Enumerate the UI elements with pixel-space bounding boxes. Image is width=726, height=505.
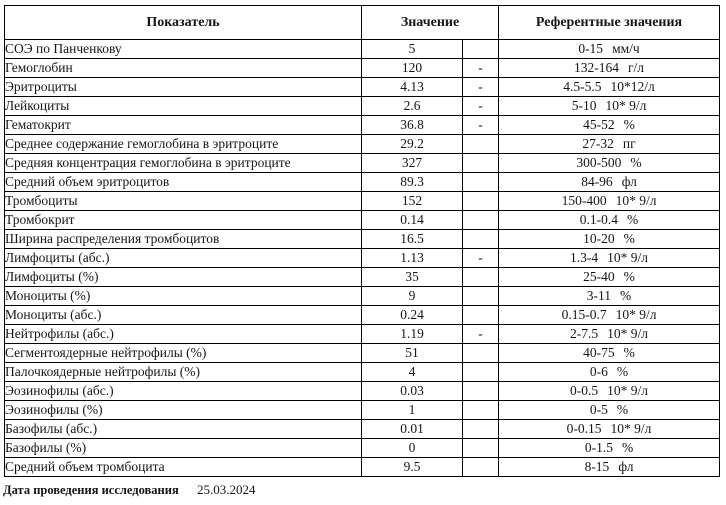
study-date-line (3, 482, 255, 498)
reference-cell (499, 268, 720, 287)
reference-cell (499, 306, 720, 325)
low-flag (463, 268, 499, 287)
low-flag (463, 363, 499, 382)
low-flag: - (463, 116, 499, 135)
reference-unit: % (623, 269, 635, 284)
indicator-value: 152 (362, 192, 463, 211)
table-row (5, 363, 720, 382)
indicator-value: 0.01 (362, 420, 463, 439)
reference-unit: пг (622, 136, 636, 151)
low-flag (463, 135, 499, 154)
indicator-value: 0.03 (362, 382, 463, 401)
reference-unit: % (627, 212, 639, 227)
reference-cell (499, 249, 720, 268)
reference-unit: 10* 9/л (607, 383, 649, 398)
reference-range: 300-500 (576, 155, 622, 170)
reference-range: 0.15-0.7 (561, 307, 607, 322)
table-row (5, 230, 720, 249)
reference-cell (499, 363, 720, 382)
low-flag (463, 306, 499, 325)
reference-cell (499, 116, 720, 135)
reference-range: 0-15 (578, 41, 604, 56)
indicator-value: 2.6 (362, 97, 463, 116)
reference-cell (499, 135, 720, 154)
reference-range: 40-75 (583, 345, 615, 360)
reference-cell (499, 59, 720, 78)
table-row (5, 40, 720, 59)
reference-range: 132-164 (574, 60, 619, 75)
low-flag (463, 382, 499, 401)
table-header-row (5, 6, 720, 40)
low-flag (463, 439, 499, 458)
reference-cell (499, 420, 720, 439)
study-date-label: Дата проведения исследования (3, 483, 179, 497)
indicator-value: 327 (362, 154, 463, 173)
reference-unit: мм/ч (612, 41, 640, 56)
indicator-value: 89.3 (362, 173, 463, 192)
table-row (5, 249, 720, 268)
indicator-value: 120 (362, 59, 463, 78)
reference-range: 5-10 (571, 98, 597, 113)
reference-cell (499, 325, 720, 344)
reference-unit: г/л (628, 60, 645, 75)
indicator-name: Лимфоциты (абс.) (5, 249, 362, 268)
indicator-name: Сегментоядерные нейтрофилы (%) (5, 344, 362, 363)
reference-unit: 10* 9/л (615, 193, 657, 208)
low-flag (463, 287, 499, 306)
reference-range: 3-11 (586, 288, 612, 303)
reference-unit: 10* 9/л (607, 326, 649, 341)
indicator-value: 16.5 (362, 230, 463, 249)
indicator-value: 9.5 (362, 458, 463, 477)
indicator-value: 51 (362, 344, 463, 363)
indicator-value: 0.24 (362, 306, 463, 325)
low-flag: - (463, 78, 499, 97)
table-row (5, 154, 720, 173)
table-row (5, 439, 720, 458)
low-flag (463, 192, 499, 211)
header-indicator: Показатель (5, 6, 362, 40)
reference-range: 150-400 (561, 193, 607, 208)
table-row (5, 325, 720, 344)
table-row (5, 420, 720, 439)
header-reference: Референтные значения (499, 6, 720, 40)
indicator-name: Тромбокрит (5, 211, 362, 230)
reference-range: 84-96 (581, 174, 613, 189)
indicator-value: 0.14 (362, 211, 463, 230)
indicator-name: Среднее содержание гемоглобина в эритроците (5, 135, 362, 154)
reference-unit: фл (618, 459, 634, 474)
low-flag: - (463, 97, 499, 116)
reference-unit: 10*12/л (610, 79, 655, 94)
low-flag: - (463, 59, 499, 78)
reference-range: 4.5-5.5 (563, 79, 602, 94)
table-row (5, 287, 720, 306)
reference-unit: % (623, 345, 635, 360)
low-flag (463, 401, 499, 420)
table-row (5, 135, 720, 154)
reference-unit: % (620, 288, 632, 303)
reference-cell (499, 344, 720, 363)
reference-unit: % (630, 155, 642, 170)
indicator-value: 29.2 (362, 135, 463, 154)
reference-unit: % (616, 402, 629, 417)
reference-cell (499, 192, 720, 211)
reference-range: 0-0.15 (566, 421, 602, 436)
low-flag (463, 458, 499, 477)
indicator-value: 36.8 (362, 116, 463, 135)
low-flag (463, 211, 499, 230)
indicator-value: 0 (362, 439, 463, 458)
reference-cell (499, 173, 720, 192)
indicator-name: Эритроциты (5, 78, 362, 97)
reference-cell (499, 154, 720, 173)
indicator-name: Базофилы (%) (5, 439, 362, 458)
indicator-name: Средний объем тромбоцита (5, 458, 362, 477)
table-row (5, 268, 720, 287)
reference-unit: % (616, 364, 629, 379)
indicator-name: Ширина распределения тромбоцитов (5, 230, 362, 249)
indicator-name: Базофилы (абс.) (5, 420, 362, 439)
table-row (5, 458, 720, 477)
indicator-name: Палочкоядерные нейтрофилы (%) (5, 363, 362, 382)
indicator-name: Тромбоциты (5, 192, 362, 211)
reference-range: 0-1.5 (584, 440, 613, 455)
indicator-value: 1.19 (362, 325, 463, 344)
indicator-name: Моноциты (абс.) (5, 306, 362, 325)
indicator-name: СОЭ по Панченкову (5, 40, 362, 59)
table-row (5, 97, 720, 116)
reference-unit: 10* 9/л (605, 98, 647, 113)
reference-cell (499, 439, 720, 458)
indicator-name: Гематокрит (5, 116, 362, 135)
reference-range: 25-40 (583, 269, 615, 284)
low-flag (463, 40, 499, 59)
reference-range: 1.3-4 (570, 250, 599, 265)
low-flag (463, 344, 499, 363)
indicator-value: 35 (362, 268, 463, 287)
reference-unit: % (621, 440, 634, 455)
reference-range: 0.1-0.4 (579, 212, 619, 227)
reference-cell (499, 40, 720, 59)
reference-range: 27-32 (582, 136, 614, 151)
reference-range: 0-0.5 (570, 383, 599, 398)
reference-cell (499, 287, 720, 306)
reference-range: 0-5 (589, 402, 608, 417)
table-row (5, 382, 720, 401)
low-flag (463, 154, 499, 173)
table-row (5, 173, 720, 192)
reference-cell (499, 230, 720, 249)
indicator-value: 9 (362, 287, 463, 306)
indicator-name: Средний объем эритроцитов (5, 173, 362, 192)
reference-unit: % (623, 117, 635, 132)
low-flag (463, 230, 499, 249)
table-row (5, 306, 720, 325)
reference-range: 45-52 (583, 117, 615, 132)
table-body (5, 40, 720, 477)
indicator-name: Лимфоциты (%) (5, 268, 362, 287)
indicator-name: Эозинофилы (%) (5, 401, 362, 420)
reference-unit: % (623, 231, 635, 246)
low-flag: - (463, 325, 499, 344)
table-row (5, 211, 720, 230)
low-flag (463, 173, 499, 192)
reference-cell (499, 211, 720, 230)
reference-cell (499, 97, 720, 116)
table-row (5, 192, 720, 211)
reference-unit: фл (621, 174, 637, 189)
reference-cell (499, 458, 720, 477)
indicator-name: Нейтрофилы (абс.) (5, 325, 362, 344)
indicator-value: 1.13 (362, 249, 463, 268)
reference-cell (499, 78, 720, 97)
indicator-value: 4.13 (362, 78, 463, 97)
indicator-name: Эозинофилы (абс.) (5, 382, 362, 401)
indicator-value: 4 (362, 363, 463, 382)
table-row (5, 78, 720, 97)
reference-cell (499, 382, 720, 401)
indicator-name: Гемоглобин (5, 59, 362, 78)
indicator-value: 1 (362, 401, 463, 420)
indicator-name: Моноциты (%) (5, 287, 362, 306)
table-row (5, 344, 720, 363)
reference-unit: 10* 9/л (610, 421, 652, 436)
indicator-name: Средняя концентрация гемоглобина в эритроците (5, 154, 362, 173)
reference-unit: 10* 9/л (607, 250, 649, 265)
header-value: Значение (362, 6, 499, 40)
reference-unit: 10* 9/л (615, 307, 657, 322)
reference-range: 10-20 (583, 231, 615, 246)
lab-results-table (4, 5, 720, 477)
reference-range: 8-15 (584, 459, 610, 474)
indicator-value: 5 (362, 40, 463, 59)
reference-range: 0-6 (589, 364, 608, 379)
reference-cell (499, 401, 720, 420)
low-flag: - (463, 249, 499, 268)
reference-range: 2-7.5 (570, 326, 599, 341)
table-row (5, 59, 720, 78)
indicator-name: Лейкоциты (5, 97, 362, 116)
table-row (5, 401, 720, 420)
low-flag (463, 420, 499, 439)
study-date-value: 25.03.2024 (196, 482, 256, 497)
table-row (5, 116, 720, 135)
